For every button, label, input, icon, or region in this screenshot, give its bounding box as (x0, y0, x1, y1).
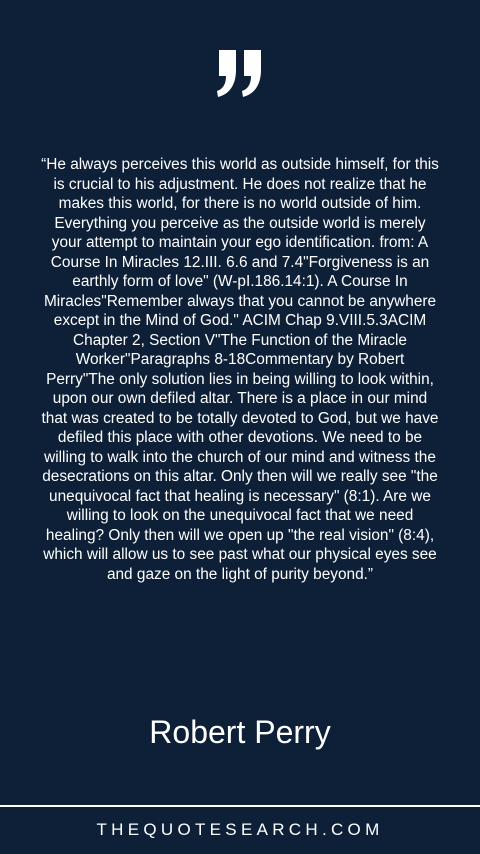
quote-mark-icon-svg (217, 50, 263, 98)
quote-author: Robert Perry (149, 714, 331, 750)
quote-text: “He always perceives this world as outside himself, for this is crucial to his adjustment. He does not realize that he makes this world, for there is no world outside of him. Everything you perceive as the outside world is merely your attempt to maintain your ego identification. from: A Course In Miracles 12.III. 6.6 and 7.4"Forgiveness is an earthly form of love" (W-pI.186.14:1). A Course In Miracles"Remember always that you cannot be anywhere except in the Mind of God." ACIM Chap 9.VIII.5.3ACIM Chapter 2, Section V"The Function of the Miracle Worker"Paragraphs 8-18Commentary by Robert Perry"The only solution lies in being willing to look within, upon our own defiled altar. There is a place in our mind that was created to be totally devoted to God, but we have defiled this place with other devotions. We need to be willing to walk into the church of our mind and witness the desecrations on this altar. Only then will we really see "the unequivocal fact that healing is necessary" (8:1). Are we willing to look on the unequivocal fact that we need healing? Only then will we open up "the real vision" (8:4), which will allow us to see past what our physical eyes see and gaze on the light of purity beyond.” (41, 156, 439, 583)
quote-mark-icon (0, 50, 480, 98)
footer-divider (0, 805, 480, 807)
site-name: THEQUOTESEARCH.COM (96, 820, 384, 839)
